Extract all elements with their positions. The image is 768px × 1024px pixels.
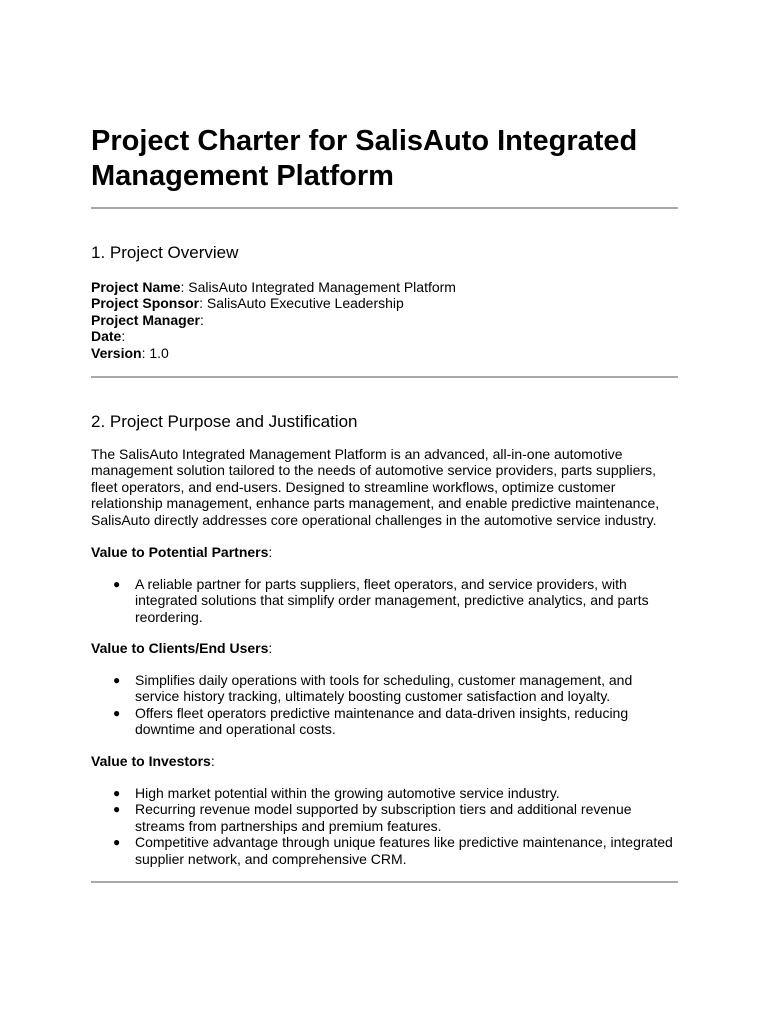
- list-item: [91, 785, 678, 801]
- document-title: Project Charter for SalisAuto Integrated Management Platform: [91, 125, 638, 192]
- divider: [91, 881, 678, 883]
- investors-label: [91, 753, 215, 769]
- field-label: Date: [91, 328, 122, 345]
- partners-list: [91, 576, 678, 625]
- list-item-text: A reliable partner for parts suppliers, fleet operators, and service providers, with integrated solutions that simplify order management, predictive analytics, and parts reordering.: [135, 576, 649, 625]
- field-value: :: [121, 328, 126, 345]
- list-item: [91, 834, 678, 867]
- list-item: [91, 672, 678, 705]
- bullet-icon: ●: [113, 786, 121, 800]
- bullet-icon: ●: [113, 577, 121, 591]
- lead-suffix: :: [268, 544, 273, 560]
- lead-label: Value to Potential Partners: [91, 544, 269, 560]
- field-project-name: [91, 279, 456, 295]
- partners-label: [91, 544, 272, 560]
- bullet-icon: ●: [113, 835, 121, 850]
- field-label: Project Sponsor: [91, 295, 200, 312]
- field-value: : 1.0: [141, 344, 169, 361]
- section-heading-overview: 1. Project Overview: [91, 243, 239, 262]
- field-version: [91, 345, 456, 361]
- field-project-manager: [91, 312, 456, 328]
- field-label: Project Manager: [91, 311, 200, 328]
- lead-suffix: :: [210, 753, 215, 769]
- clients-label: [91, 640, 272, 656]
- lead-label: Value to Clients/End Users: [91, 640, 269, 656]
- investors-list: [91, 785, 678, 867]
- field-value: : SalisAuto Integrated Management Platform: [180, 279, 456, 295]
- field-label: Project Name: [91, 279, 181, 295]
- divider: [91, 207, 678, 209]
- list-item-text: Simplifies daily operations with tools for scheduling, customer management, and service history tracking, ultimately boosting customer satisfaction and loyalty.: [135, 672, 633, 705]
- list-item: [91, 705, 678, 738]
- field-date: [91, 328, 456, 344]
- list-item-text: High market potential within the growing automotive service industry.: [135, 785, 560, 801]
- clients-list: [91, 672, 678, 738]
- field-value: :: [199, 311, 204, 328]
- bullet-icon: ●: [113, 802, 121, 817]
- list-item-text: Offers fleet operators predictive maintenance and data-driven insights, reducing downtime and operational costs.: [135, 704, 629, 738]
- field-value: : SalisAuto Executive Leadership: [199, 295, 404, 312]
- bullet-icon: ●: [113, 705, 121, 720]
- list-item: [91, 801, 678, 834]
- lead-suffix: :: [268, 640, 273, 656]
- divider: [91, 376, 678, 378]
- bullet-icon: ●: [113, 673, 121, 687]
- list-item-text: Recurring revenue model supported by subscription tiers and additional revenue streams from partnerships and premium features.: [135, 801, 632, 834]
- field-label: Version: [91, 344, 142, 361]
- project-overview-fields: [91, 279, 456, 361]
- field-project-sponsor: [91, 295, 456, 311]
- section-heading-purpose: 2. Project Purpose and Justification: [91, 412, 358, 431]
- list-item-text: Competitive advantage through unique features like predictive maintenance, integrated supplier network, and comprehensive CRM.: [135, 834, 673, 867]
- lead-label: Value to Investors: [91, 753, 211, 769]
- purpose-paragraph: The SalisAuto Integrated Management Platform is an advanced, all-in-one automotive management solution tailored to the needs of automotive service providers, parts suppliers, fleet operators, and end-users. Designed to streamline workflows, optimize customer relationship management, enhance parts management, and enable predictive maintenance, SalisAuto directly addresses core operational challenges in the automotive service industry.: [91, 446, 660, 528]
- list-item: [91, 576, 678, 625]
